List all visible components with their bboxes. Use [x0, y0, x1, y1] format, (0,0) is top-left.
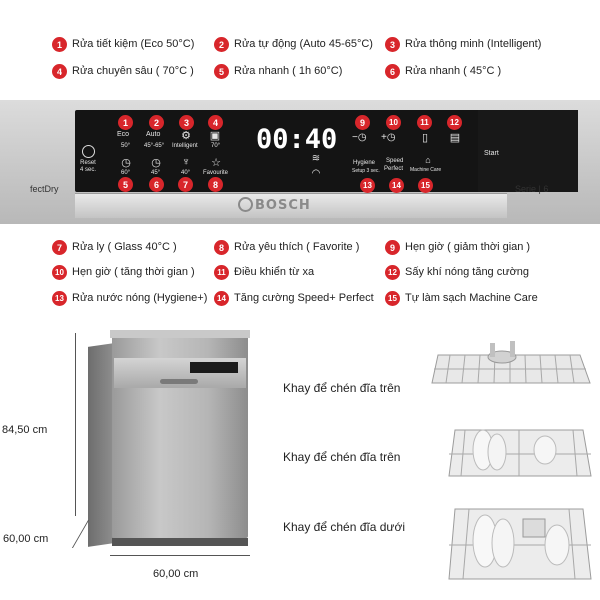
- badge-2: 2: [214, 37, 229, 52]
- badge-10: 10: [52, 265, 67, 280]
- badge-9: 9: [385, 240, 400, 255]
- legend-label-3: Rửa thông minh (Intelligent): [405, 38, 542, 50]
- intelligent-icon[interactable]: ⚙: [181, 130, 191, 142]
- depth-label: 60,00 cm: [3, 533, 49, 545]
- panel-badge-9: 9: [355, 115, 370, 130]
- panel-badge-14: 14: [389, 178, 404, 193]
- rack-label-middle: Khay để chén đĩa trên: [283, 450, 401, 464]
- glass-temp: 40°: [181, 170, 191, 176]
- panel-badge-7: 7: [178, 177, 193, 192]
- legend-label-9: Hẹn giờ ( giảm thời gian ): [405, 241, 531, 253]
- eco-button[interactable]: Eco: [117, 131, 130, 138]
- perfect-label: Perfect: [384, 166, 404, 172]
- height-dimension-line: [75, 333, 76, 515]
- time-display: 00:40: [256, 124, 338, 155]
- dishwasher-kickplate: [112, 538, 248, 546]
- perfectdry-label: fectDry: [30, 184, 59, 194]
- machine-care-label: Machine Care: [410, 167, 442, 173]
- intelligent-label: Intelligent: [172, 143, 198, 149]
- width-label: 60,00 cm: [153, 568, 199, 580]
- badge-13: 13: [52, 291, 67, 306]
- intensive-temp: 70°: [211, 143, 221, 149]
- speed-button[interactable]: Speed: [386, 158, 404, 164]
- panel-badge-13: 13: [360, 178, 375, 193]
- dry-icon[interactable]: ▤: [449, 132, 461, 144]
- favourite-label: Favourite: [203, 170, 229, 176]
- hygiene-sub: Setup 3 sec.: [352, 168, 380, 174]
- legend-label-5: Rửa nhanh ( 1h 60°C): [234, 65, 343, 77]
- glass-icon[interactable]: ♆: [181, 156, 191, 168]
- legend-label-11: Điều khiển từ xa: [234, 266, 315, 278]
- panel-badge-1: 1: [118, 115, 133, 130]
- favourite-icon[interactable]: ☆: [211, 157, 221, 169]
- panel-badge-8: 8: [208, 177, 223, 192]
- quick60-temp: 60°: [121, 170, 131, 176]
- quick45-icon[interactable]: ◷: [151, 157, 161, 169]
- badge-11: 11: [214, 265, 229, 280]
- legend-label-10: Hẹn giờ ( tăng thời gian ): [72, 266, 195, 278]
- panel-badge-3: 3: [179, 115, 194, 130]
- rack-image-middle: [445, 410, 595, 482]
- steam-icon: ≋: [311, 153, 321, 164]
- dishwasher-top: [110, 330, 250, 338]
- legend-label-13: Rửa nước nóng (Hygiene+): [72, 292, 208, 304]
- wifi-icon: ◠: [311, 168, 321, 179]
- panel-badge-15: 15: [418, 178, 433, 193]
- serie-label: Serie | 6: [515, 184, 549, 194]
- start-button[interactable]: Start: [484, 150, 499, 157]
- hygiene-button[interactable]: Hygiene: [353, 160, 376, 166]
- legend-label-7: Rửa ly ( Glass 40°C ): [72, 241, 177, 253]
- plus-time-button[interactable]: +◷: [381, 132, 396, 143]
- legend-label-12: Sấy khí nóng tăng cường: [405, 266, 530, 278]
- panel-badge-6: 6: [149, 177, 164, 192]
- auto-temp: 45°-65°: [144, 143, 165, 149]
- machine-care-icon[interactable]: ⌂: [425, 155, 431, 165]
- rack-label-bottom: Khay để chén đĩa dưới: [283, 520, 405, 534]
- rack-label-top: Khay để chén đĩa trên: [283, 381, 401, 395]
- brand-label: BOSCH: [255, 198, 311, 213]
- intensive-icon[interactable]: ▣: [209, 130, 221, 142]
- badge-6: 6: [385, 64, 400, 79]
- dishwasher-side: [88, 343, 114, 547]
- badge-1: 1: [52, 37, 67, 52]
- rack-image-bottom: [445, 485, 595, 585]
- badge-15: 15: [385, 291, 400, 306]
- depth-dimension-line: [72, 520, 89, 548]
- legend-label-2: Rửa tự động (Auto 45-65°C): [234, 38, 373, 50]
- legend-label-6: Rửa nhanh ( 45°C ): [405, 65, 502, 77]
- badge-3: 3: [385, 37, 400, 52]
- badge-5: 5: [214, 64, 229, 79]
- width-dimension-line: [110, 555, 250, 556]
- badge-14: 14: [214, 291, 229, 306]
- legend-label-14: Tăng cường Speed+ Perfect: [234, 292, 374, 304]
- panel-badge-2: 2: [149, 115, 164, 130]
- reset-label: Reset 4 sec.: [80, 160, 97, 174]
- legend-label-15: Tự làm sạch Machine Care: [405, 292, 538, 304]
- remote-icon[interactable]: ▯: [421, 132, 429, 144]
- bosch-logo-icon: [238, 197, 253, 212]
- legend-label-4: Rửa chuyên sâu ( 70°C ): [72, 65, 194, 77]
- quick45-temp: 45°: [151, 170, 161, 176]
- legend-label-8: Rửa yêu thích ( Favorite ): [234, 241, 360, 253]
- rack-image-top: [430, 335, 595, 395]
- dishwasher-display: [190, 362, 238, 373]
- dishwasher-handle: [160, 379, 198, 384]
- badge-7: 7: [52, 240, 67, 255]
- eco-temp: 50°: [121, 143, 131, 149]
- auto-button[interactable]: Auto: [146, 131, 161, 138]
- height-label: 84,50 cm: [2, 424, 48, 436]
- height-dimension-tick: [75, 515, 76, 516]
- legend-label-1: Rửa tiết kiệm (Eco 50°C): [72, 38, 195, 50]
- panel-badge-10: 10: [386, 115, 401, 130]
- panel-badge-12: 12: [447, 115, 462, 130]
- badge-4: 4: [52, 64, 67, 79]
- power-icon[interactable]: [82, 145, 95, 158]
- quick60-icon[interactable]: ◷: [121, 157, 131, 169]
- badge-12: 12: [385, 265, 400, 280]
- panel-badge-11: 11: [417, 115, 432, 130]
- minus-time-button[interactable]: −◷: [352, 132, 367, 143]
- panel-badge-5: 5: [118, 177, 133, 192]
- badge-8: 8: [214, 240, 229, 255]
- panel-badge-4: 4: [208, 115, 223, 130]
